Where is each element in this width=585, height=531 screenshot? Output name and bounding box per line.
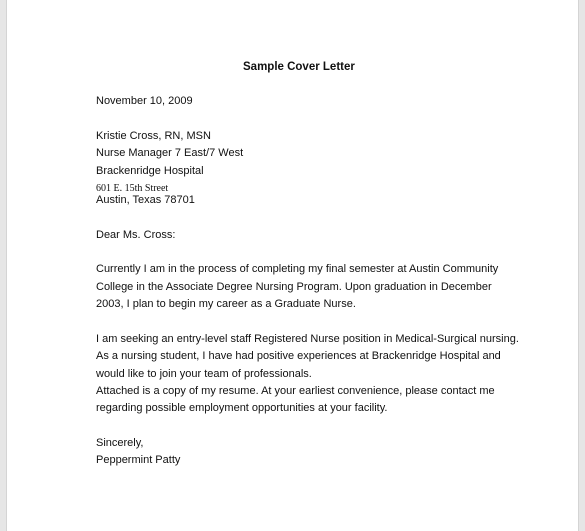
recipient-street: 601 E. 15th Street — [96, 183, 169, 194]
letter-date: November 10, 2009 — [96, 95, 193, 107]
closing: Sincerely, — [96, 437, 144, 449]
paragraph-1-line-1: Currently I am in the process of completing my final semester at Austin Community — [96, 263, 499, 275]
recipient-organization: Brackenridge Hospital — [96, 165, 204, 177]
document-title: Sample Cover Letter — [243, 61, 355, 73]
salutation: Dear Ms. Cross: — [96, 229, 176, 241]
recipient-name: Kristie Cross, RN, MSN — [96, 130, 211, 142]
paragraph-2-line-5: regarding possible employment opportunities at your facility. — [96, 402, 388, 414]
paragraph-1-line-3: 2003, I plan to begin my career as a Graduate Nurse. — [96, 298, 356, 310]
paragraph-2-line-4: Attached is a copy of my resume. At your earliest convenience, please contact me — [96, 385, 495, 397]
paragraph-2-line-3: would like to join your team of professionals. — [96, 368, 312, 380]
signature-name: Peppermint Patty — [96, 454, 181, 466]
recipient-city-state-zip: Austin, Texas 78701 — [96, 194, 195, 206]
document-page — [6, 0, 579, 531]
paragraph-1-line-2: College in the Associate Degree Nursing Program. Upon graduation in December — [96, 281, 492, 293]
recipient-position: Nurse Manager 7 East/7 West — [96, 147, 244, 159]
paragraph-2-line-2: As a nursing student, I have had positive experiences at Brackenridge Hospital and — [96, 350, 501, 362]
paragraph-2-line-1: I am seeking an entry-level staff Registered Nurse position in Medical-Surgical nursing. — [96, 333, 519, 345]
